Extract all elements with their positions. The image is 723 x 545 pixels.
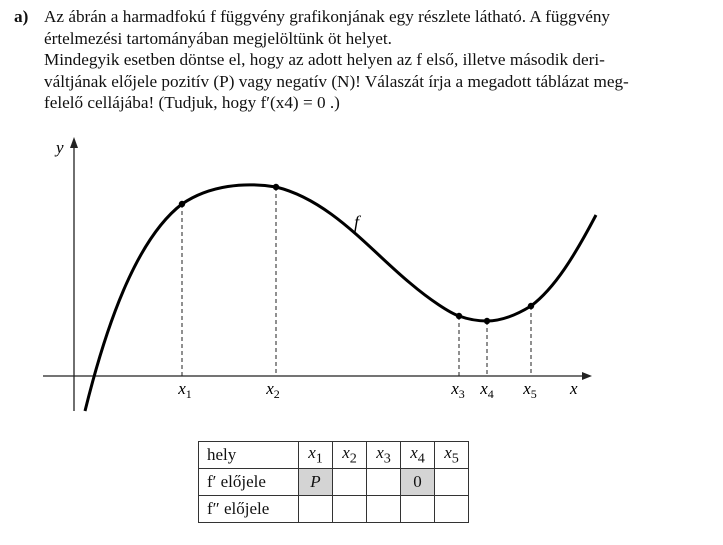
curve-label: f: [354, 212, 360, 232]
column-header-sub: 5: [451, 450, 459, 467]
point-marker: [179, 201, 185, 207]
row-label: f″ előjele: [199, 496, 299, 523]
table-header-row: [199, 442, 469, 469]
point-marker: [273, 184, 279, 190]
answer-cell[interactable]: [401, 496, 435, 523]
function-curve: [85, 185, 596, 411]
problem-line-2: értelmezési tartományában megjelöltünk öt helyet.: [44, 28, 392, 48]
problem-statement: [14, 6, 714, 114]
row-label: f′ előjele: [199, 469, 299, 496]
answer-cell[interactable]: [333, 496, 367, 523]
function-graph: [0, 130, 600, 415]
answer-cell[interactable]: [299, 496, 333, 523]
answer-cell[interactable]: P: [299, 469, 333, 496]
problem-line-4: váltjának előjele pozitív (P) vagy negatív (N)! Válaszát írja a megadott táblázat meg-: [44, 71, 629, 91]
column-header-sub: 3: [383, 450, 391, 467]
column-header: [435, 442, 469, 469]
answer-cell[interactable]: [435, 469, 469, 496]
table-row-second-derivative: [199, 496, 469, 523]
y-axis-arrow-icon: [70, 137, 78, 148]
problem-line-1: Az ábrán a harmadfokú f függvény grafikonjának egy részlete látható. A függvény: [44, 7, 611, 26]
point-label: $x_3$: [451, 379, 465, 401]
column-header: [333, 442, 367, 469]
problem-line-5: felelő cellájába! (Tudjuk, hogy f′(x4) = 0 .): [44, 93, 340, 112]
answer-cell[interactable]: [435, 496, 469, 523]
table-header-label: hely: [199, 442, 299, 469]
column-header-sub: 1: [315, 450, 323, 467]
problem-line-3: Mindegyik esetben döntse el, hogy az adott helyen az f első, illetve második deri-: [44, 50, 605, 69]
x-axis-arrow-icon: [582, 372, 592, 380]
column-header: [299, 442, 333, 469]
answer-cell[interactable]: [367, 496, 401, 523]
column-header: [401, 442, 435, 469]
column-header-var: x: [444, 442, 452, 462]
point-marker: [456, 313, 462, 319]
answer-cell[interactable]: [333, 469, 367, 496]
point-label: $x_5$: [523, 379, 537, 401]
point-label: $x_2$: [266, 379, 280, 401]
answer-cell[interactable]: 0: [401, 469, 435, 496]
answer-cell[interactable]: [367, 469, 401, 496]
point-label: $x_1$: [178, 379, 192, 401]
x-axis-label: x: [570, 379, 578, 398]
point-marker: [528, 303, 534, 309]
column-header-var: x: [410, 442, 418, 462]
column-header-var: x: [376, 442, 384, 462]
table-row-first-derivative: [199, 469, 469, 496]
y-axis-label: y: [56, 138, 64, 157]
column-header-sub: 2: [349, 450, 357, 467]
problem-body: [44, 6, 714, 114]
problem-label: a): [14, 7, 29, 26]
point-label: $x_4$: [480, 379, 494, 401]
column-header: [367, 442, 401, 469]
sign-table: [198, 441, 469, 523]
column-header-sub: 4: [417, 450, 425, 467]
point-marker: [484, 318, 490, 324]
column-header-var: x: [308, 442, 316, 462]
column-header-var: x: [342, 442, 350, 462]
